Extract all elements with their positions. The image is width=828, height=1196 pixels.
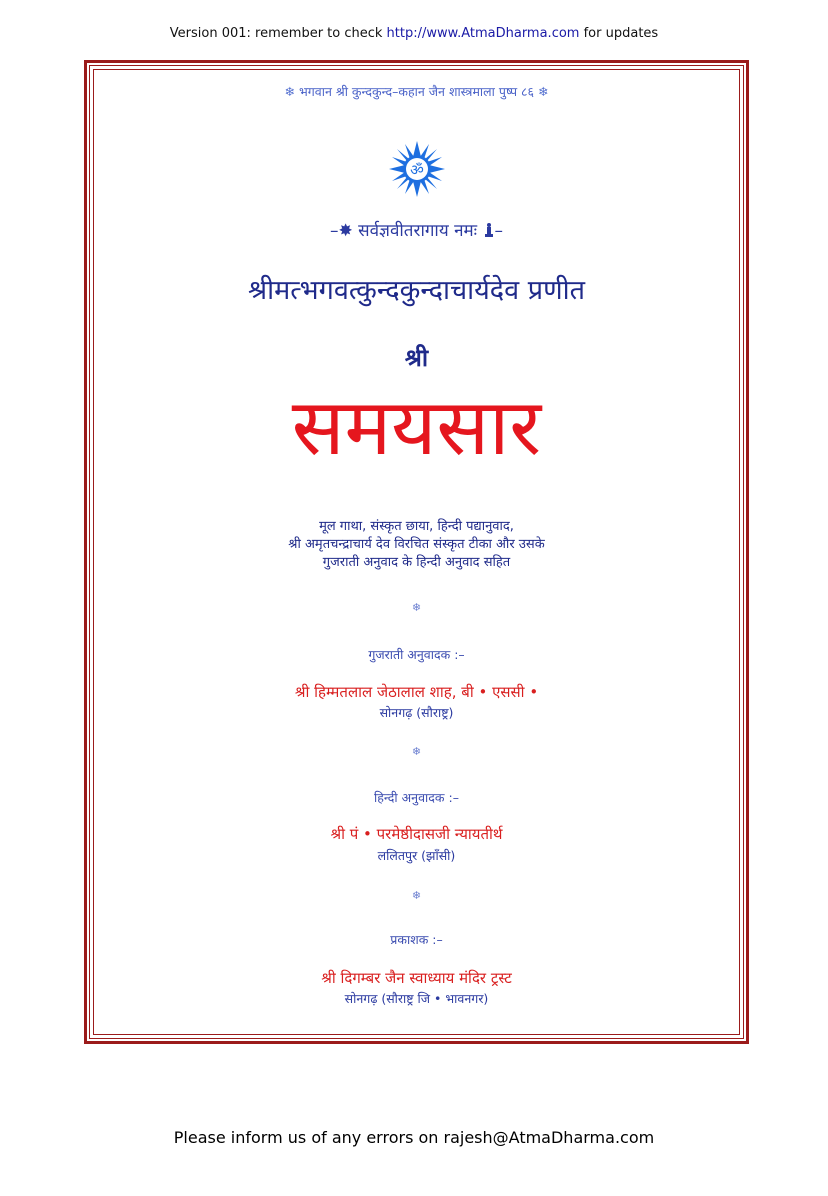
author-line: श्रीमत्भगवत्कुन्दकुन्दाचार्यदेव प्रणीत: [248, 275, 585, 306]
om-glyph: ॐ: [409, 161, 424, 179]
snowflake-icon: ❄: [284, 84, 295, 99]
publisher-name: श्री दिगम्बर जैन स्वाध्याय मंदिर ट्रस्ट: [321, 969, 512, 987]
sun-icon: ✸: [338, 221, 353, 241]
publisher-place: सोनगढ़ (सौराष्ट्र जि • भावनगर): [344, 991, 489, 1006]
om-emblem: [93, 139, 740, 199]
description-line: मूल गाथा, संस्कृत छाया, हिन्दी पद्यानुवाद,: [319, 519, 514, 534]
version-note-suffix: for updates: [579, 26, 659, 41]
separator-icon: ❄: [411, 601, 422, 614]
dash: –: [329, 221, 339, 241]
gujarati-translator-name: श्री हिम्मतलाल जेठालाल शाह, बी • एससी •: [294, 683, 539, 701]
dash: –: [494, 221, 504, 241]
hindi-translator-role: हिन्दी अनुवादक :–: [374, 790, 459, 805]
salutation-line: [93, 218, 740, 241]
book-title: समयसार: [291, 383, 542, 473]
description-line: श्री अमृतचन्द्राचार्य देव विरचित संस्कृत टीका और उसके: [288, 537, 545, 552]
salutation-text: सर्वज्ञवीतरागाय नमः: [352, 221, 483, 241]
gujarati-translator-role: गुजराती अनुवादक :–: [368, 647, 465, 662]
gujarati-translator-place: सोनगढ़ (सौराष्ट्र): [379, 705, 454, 720]
hindi-translator-name: श्री पं • परमेष्ठीदासजी न्यायतीर्थ: [330, 825, 503, 843]
jina-figure-icon: [483, 222, 495, 238]
version-note: [0, 26, 828, 41]
separator-icon: ❄: [411, 889, 422, 902]
atmadharma-link[interactable]: http://www.AtmaDharma.com: [386, 26, 580, 41]
separator-icon: ❄: [411, 745, 422, 758]
publisher-role: प्रकाशक :–: [390, 932, 443, 947]
version-note-prefix: Version 001: remember to check: [169, 26, 387, 41]
series-line: [93, 83, 740, 100]
description-line: गुजराती अनुवाद के हिन्दी अनुवाद सहित: [322, 555, 511, 570]
shri-heading: श्री: [404, 343, 429, 372]
series-text: भगवान श्री कुन्दकुन्द–कहान जैन शास्त्रमाला पुष्प ८६: [298, 84, 535, 99]
errata-note: Please inform us of any errors on rajesh@AtmaDharma.com: [173, 1128, 655, 1147]
om-sun-icon: [387, 139, 447, 199]
description: [93, 518, 740, 572]
snowflake-icon: ❄: [538, 84, 549, 99]
title-page: [93, 69, 740, 1035]
hindi-translator-place: ललितपुर (झाँसी): [377, 848, 456, 863]
